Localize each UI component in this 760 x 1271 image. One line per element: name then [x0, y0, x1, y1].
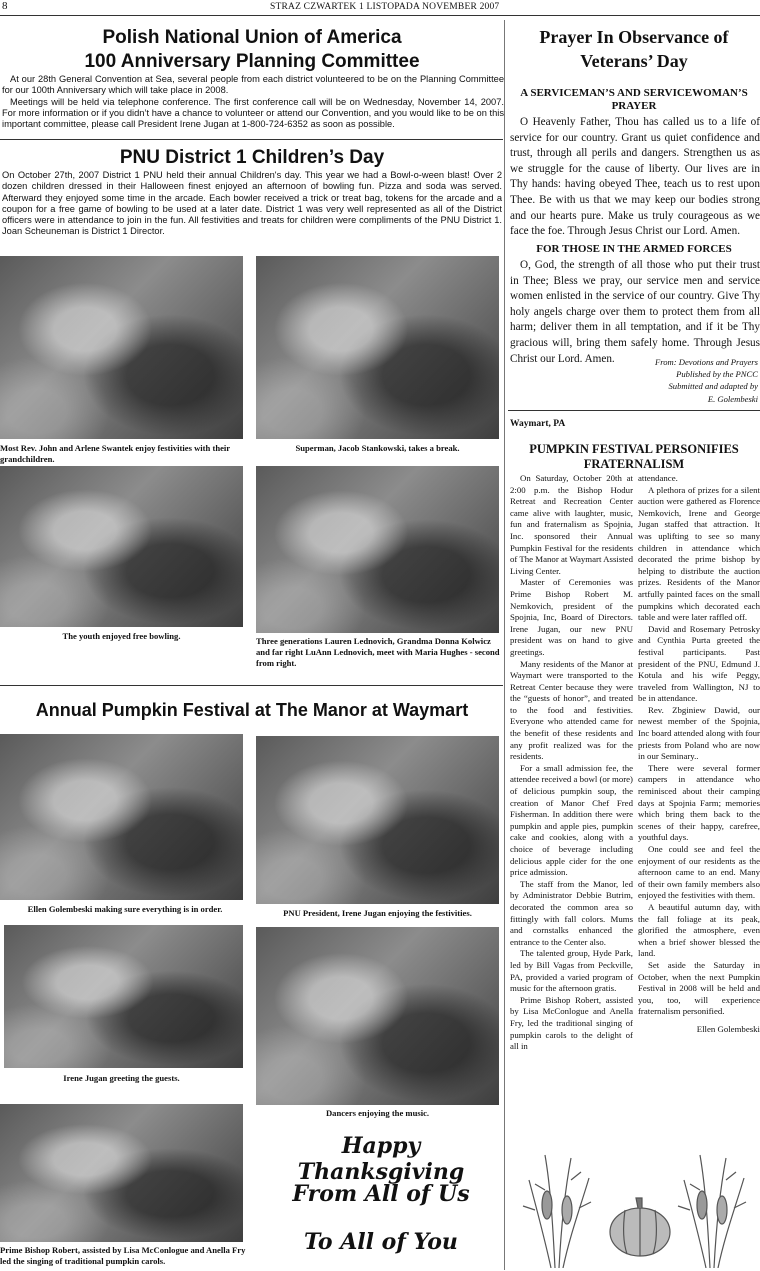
caption-pumpkin-carols: Prime Bishop Robert, assisted by Lisa McConlogue and Anella Fry led the singing of traditional pumpkin carols.	[0, 1245, 246, 1266]
prayer-body-1: O Heavenly Father, Thou has called us to a life of service for our country. Grant us quiet confidence and trust, through all perils and dangers. Strengthen us as we struggle for the cause of liberty. Our lives are in Thy hands: having obeyed Thee, teach us to rest upon Thee. Be with us that we may keep our bodies strong and our hearts pure. Make us truly courageous as we face the foe. Through Jesus Christ our Lord. Amen.	[510, 116, 760, 238]
festival-signature: Ellen Golembeski	[696, 1023, 760, 1034]
cornstalk-pumpkin-illustration	[515, 1150, 760, 1268]
prayer-credit-2: Published by the PNCC	[676, 369, 758, 380]
pumpkin-photos-title: Annual Pumpkin Festival at The Manor at Waymart	[35, 700, 469, 720]
page-number: 8	[2, 0, 8, 12]
caption-dancers: Dancers enjoying the music.	[325, 1108, 430, 1118]
section-rule-1	[0, 139, 503, 140]
caption-swantek: Most Rev. John and Arlene Swantek enjoy festivities with their grandchildren.	[0, 443, 230, 464]
planning-body	[2, 74, 504, 130]
festival-title-line1: PUMPKIN FESTIVAL PERSONIFIES	[529, 442, 739, 456]
festival-paragraph: On Saturday, October 20th at 2:00 p.m. the Bishop Hodur Retreat and Recreation Center came alive with laughter, music, fun and fraternalism as Spojnia, Inc. sponsored their Annual Pumpkin Festival for the residents of The Manor at Waymart Assisted Living Center.	[510, 473, 633, 576]
prayer-subhead-2: FOR THOSE IN THE ARMED FORCES	[536, 243, 732, 255]
photo-greeting	[4, 925, 243, 1068]
header-rule	[0, 15, 760, 16]
photo-swantek	[0, 256, 243, 439]
thanksgiving-line-2: From All of Us	[292, 1181, 470, 1207]
caption-superman: Superman, Jacob Stankowski, takes a break.	[295, 443, 460, 453]
festival-paragraph: The staff from the Manor, led by Administrator Debbie Butrim, decorated the common area so fittingly with fall colors. Mums and cornstalks enhanced the entrance to the Center also.	[510, 878, 633, 947]
caption-ellen: Ellen Golembeski making sure everything is in order.	[27, 904, 223, 914]
photo-bowling	[0, 466, 243, 627]
planning-title-line2: 100 Anniversary Planning Committee	[84, 51, 420, 72]
festival-paragraph: Many residents of the Manor at Waymart were transported to the Retreat Center because they were the “guests of honor”, and treated to the food and festivities. Everyone who attended came for the benefit of these residents and any profit realized was for the residents.	[510, 658, 633, 762]
festival-paragraph: Master of Ceremonies was Prime Bishop Robert M. Nemkovich, president of the Spojnia, Inc, Board of Directors. Irene Jugan, our new PNU president was on hand to give greetings.	[510, 577, 633, 657]
festival-paragraph: attendance.	[638, 473, 678, 483]
prayer-credit-3: Submitted and adapted by	[668, 381, 758, 392]
prayer-subhead-1b: PRAYER	[611, 100, 657, 112]
festival-column-2	[638, 473, 760, 1036]
photo-pumpkin-carols	[0, 1104, 243, 1242]
prayer-body-2: O, God, the strength of all those who put their trust in Thee; Bless we pray, our service men and service women enlisted in the service of our country. Give Thy holy angels charge over them to protect them from all harm; deliver them in all temptation, and if it be Thy gracious will, bring them safely home. Through Jesus Christ our Lord. Amen.	[510, 259, 760, 365]
childrens-day-title: PNU District 1 Children’s Day	[119, 147, 385, 168]
prayer-credit	[508, 356, 758, 405]
caption-greeting: Irene Jugan greeting the guests.	[63, 1073, 180, 1083]
festival-paragraph: Prime Bishop Robert, assisted by Lisa McConlogue and Anella Fry, led the traditional singing of pumpkin carols to the delight of all in	[510, 994, 633, 1052]
photo-superman	[256, 256, 499, 439]
dateline: Waymart, PA	[510, 419, 566, 429]
prayer-subhead-1a: A SERVICEMAN’S AND SERVICEWOMAN’S	[520, 87, 748, 99]
festival-paragraph: Rev. Zbginiew Dawid, our newest member of the Spojnia, Inc board attended along with four priests from Poland who are now in our Seminary..	[638, 704, 760, 762]
caption-three-generations: Three generations Lauren Lednovich, Grandma Donna Kolwicz and far right LuAnn Lednovich, meet with Maria Hughes - second from right.	[256, 636, 500, 668]
section-rule-3	[508, 410, 760, 411]
festival-paragraph: For a small admission fee, the attendee received a bowl (or more) of delicious pumpkin soup, the creation of Manor Chef Fred Fisherman. In addition there were pumpkin and apple pies, pumpkin cake and cookies, along with a choice of beverage including delicious apple cider for the one price admission.	[510, 762, 633, 878]
festival-paragraph: Set aside the Saturday in October, when the next Pumpkin Festival in 2008 will be held and you, too, will experience fraternalism personified.	[638, 959, 760, 1017]
festival-paragraph: A plethora of prizes for a silent auction were gathered as Florence Nemkovich, Irene and George Jugan staffed that attraction. It was uplifting to see so many children in attendance which decorated the prime bishop by helping to distribute the auction prizes. Residents of the Manor artfully painted faces on the small pumpkins which decorated each table and were later raffled off.	[638, 484, 760, 623]
caption-irene-jugan: PNU President, Irene Jugan enjoying the festivities.	[283, 908, 472, 918]
section-rule-2	[0, 685, 503, 686]
photo-dancers	[256, 927, 499, 1105]
thanksgiving-line-3: To All of You	[304, 1229, 458, 1255]
masthead: STRAZ CZWARTEK 1 LISTOPADA NOVEMBER 2007	[270, 2, 500, 12]
planning-paragraph-2: Meetings will be held via telephone conference. The first conference call will be on Wednesday, November 14, 2007. For more information or if you didn’t have a chance to volunteer or attend our Convention, and you would like to be on this important committee, please call President Irene Jugan at 1-800-724-6352 as soon as possible.	[2, 96, 504, 130]
caption-bowling: The youth enjoyed free bowling.	[62, 631, 181, 641]
festival-paragraph: One could see and feel the enjoyment of our residents as the afternoon came to an end. Many of their own family members also enjoyed the festivities with them.	[638, 844, 760, 901]
childrens-day-body: On October 27th, 2007 District 1 PNU held their annual Children's day. This year we had a Bowl-o-ween blast! Over 2 dozen children dressed in their Halloween finest enjoyed an afternoon of bowling fun. Pizza and soda was served. Afterward they enjoyed some time in the arcade. Each bowler received a trick or treat bag, tokens for the arcade and a coupon for a free game of bowling to be used at a later date. District 1 was very well represented as all of the District officers were in attendance to join in the fun. All festivities and treats for children were compliments of the PNU District 1. Joan Scheuneman is District 1 Director.	[2, 170, 502, 237]
planning-paragraph-1: At our 28th General Convention at Sea, several people from each district volunteered to be on the Planning Committee for our 100th Anniversary which will take place in 2008.	[2, 74, 504, 96]
planning-title-line1: Polish National Union of America	[102, 27, 402, 48]
prayer-credit-4: E. Golembeski	[707, 393, 758, 404]
prayer-credit-1: From: Devotions and Prayers	[654, 357, 758, 367]
prayer-title-line2: Veterans’ Day	[580, 51, 688, 71]
festival-paragraph: There were several former campers in attendance who reminisced about their camping days at Spojnia Farm; memories which bring them back to the scenes of their happy, carefree, youthful days.	[638, 762, 760, 843]
photo-three-generations	[256, 466, 499, 633]
thanksgiving-line-1: Happy Thanksgiving	[297, 1133, 465, 1185]
festival-paragraph: David and Rosemary Petrosky and Cynthia Purta greeted the festival participants. Past president of the PNU, Edmund J. Kotula and his wife Peggy, traveled from Wallington, NJ to be in attendance.	[638, 623, 760, 704]
festival-title-line2: FRATERNALISM	[583, 457, 685, 471]
festival-paragraph: The talented group, Hyde Park, led by Bill Vagas from Peckville, PA, provided a varied program of music for the afternoon gratis.	[510, 948, 633, 994]
prayer-title-line1: Prayer In Observance of	[539, 27, 729, 47]
photo-ellen	[0, 734, 243, 900]
column-divider	[504, 20, 505, 1270]
festival-paragraph: A beautiful autumn day, with the fall foliage at its peak, glorified the atmosphere, even when a brief shower blessed the land.	[638, 901, 760, 959]
festival-column-1	[510, 473, 633, 1053]
photo-irene-jugan	[256, 736, 499, 904]
